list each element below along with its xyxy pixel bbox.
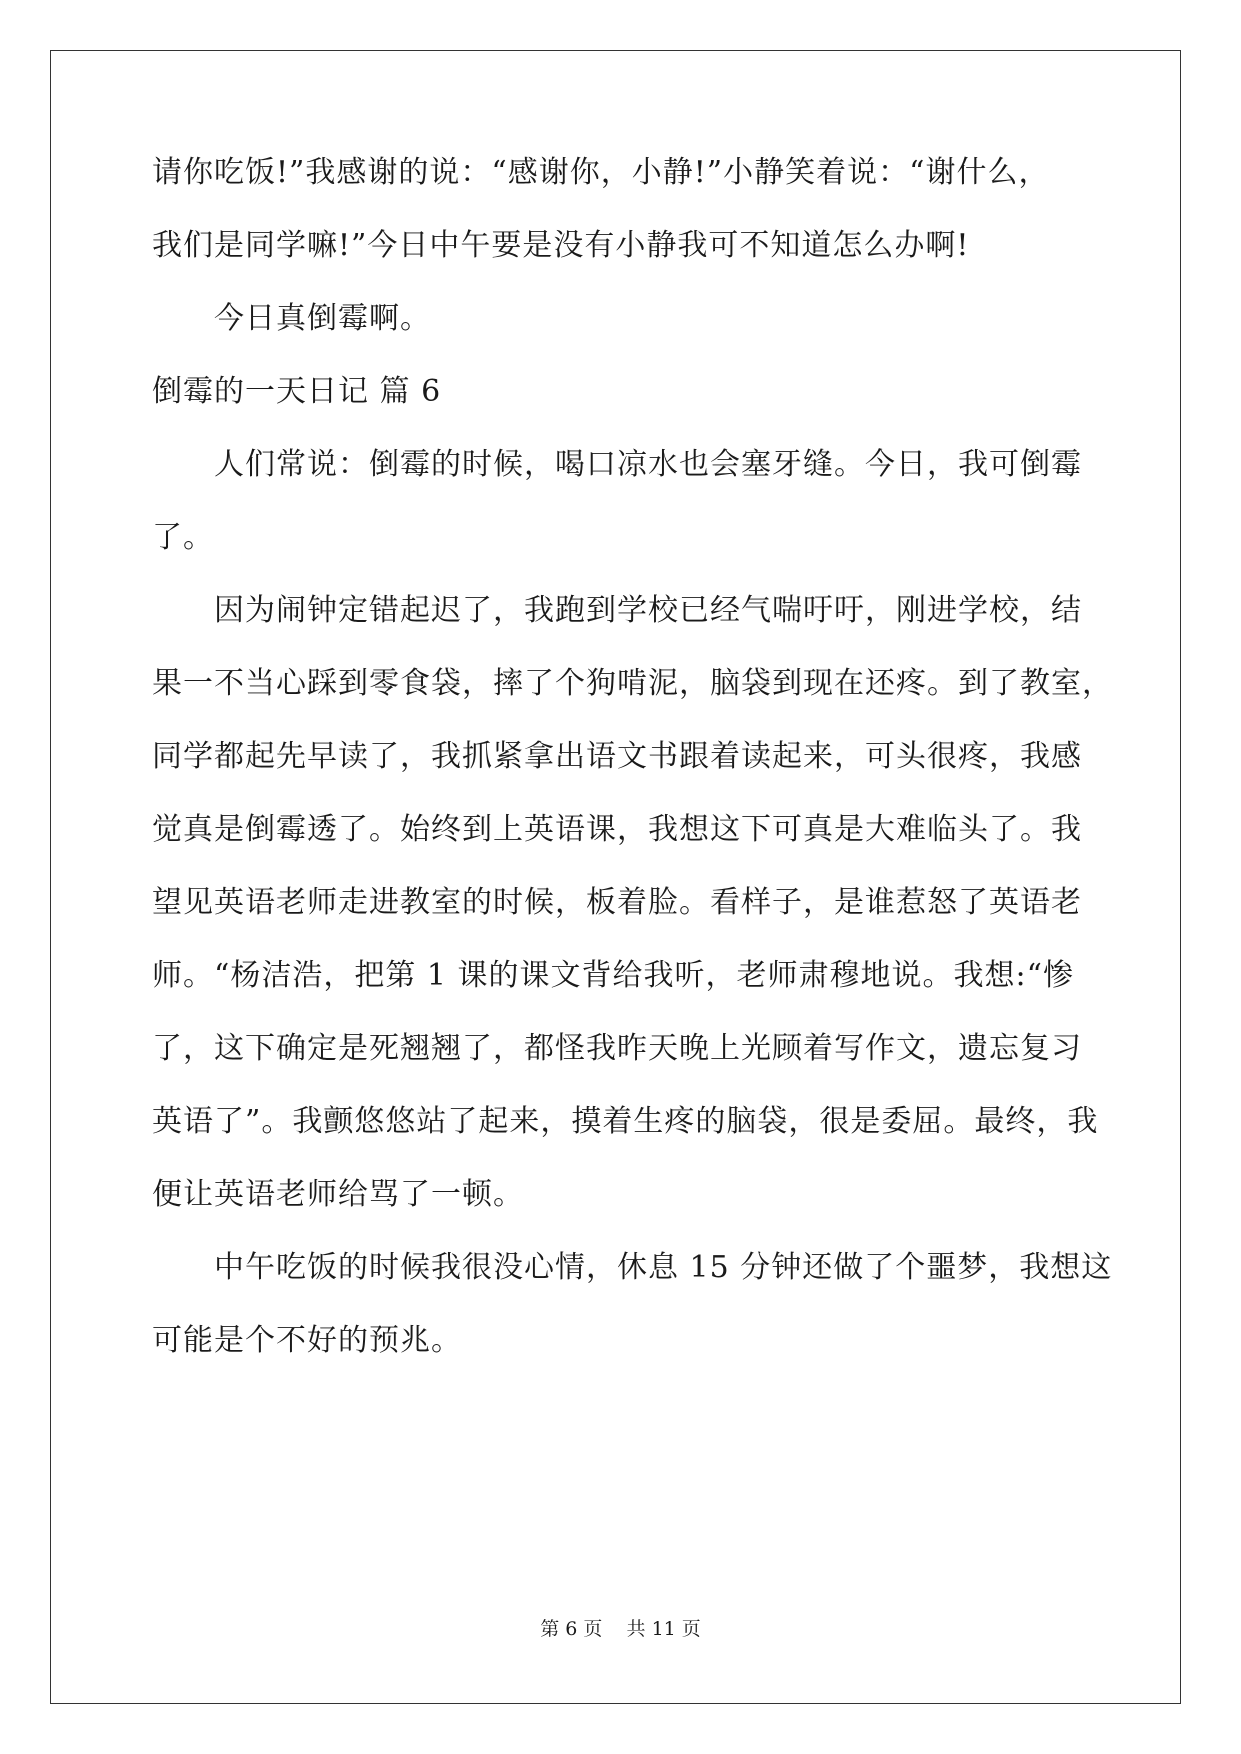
body-line: 可能是个不好的预兆。 — [152, 1323, 462, 1358]
body-line: 果一不当心踩到零食袋，摔了个狗啃泥，脑袋到现在还疼。到了教室， — [152, 666, 1113, 701]
body-line: 了，这下确定是死翘翘了，都怪我昨天晚上光顾着写作文，遗忘复习 — [152, 1031, 1082, 1066]
body-line: 师。“杨洁浩，把第 1 课的课文背给我听，老师肃穆地说。我想:“惨 — [152, 958, 1074, 993]
page-number: 第 6 页 — [540, 1618, 603, 1640]
body-line: 望见英语老师走进教室的时候，板着脸。看样子，是谁惹怒了英语老 — [152, 885, 1082, 920]
body-line: 我们是同学嘛!”今日中午要是没有小静我可不知道怎么办啊! — [152, 228, 970, 263]
body-line: 英语了”。我颤悠悠站了起来，摸着生疼的脑袋，很是委屈。最终，我 — [152, 1104, 1099, 1139]
section-heading: 倒霉的一天日记 篇 6 — [152, 374, 442, 409]
body-line: 因为闹钟定错起迟了，我跑到学校已经气喘吁吁，刚进学校，结 — [214, 593, 1082, 628]
page-footer — [0, 1617, 1241, 1641]
body-line: 今日真倒霉啊。 — [214, 301, 431, 336]
body-line: 了。 — [152, 520, 214, 555]
body-line: 请你吃饭!”我感谢的说：“感谢你，小静!”小静笑着说：“谢什么， — [152, 155, 1050, 190]
page-total: 共 11 页 — [626, 1618, 701, 1640]
body-line: 觉真是倒霉透了。始终到上英语课，我想这下可真是大难临头了。我 — [152, 812, 1082, 847]
body-line: 人们常说：倒霉的时候，喝口凉水也会塞牙缝。今日，我可倒霉 — [214, 447, 1082, 482]
body-line: 中午吃饭的时候我很没心情，休息 15 分钟还做了个噩梦，我想这 — [214, 1250, 1113, 1285]
body-line: 同学都起先早读了，我抓紧拿出语文书跟着读起来，可头很疼，我感 — [152, 739, 1082, 774]
body-line: 便让英语老师给骂了一顿。 — [152, 1177, 524, 1212]
